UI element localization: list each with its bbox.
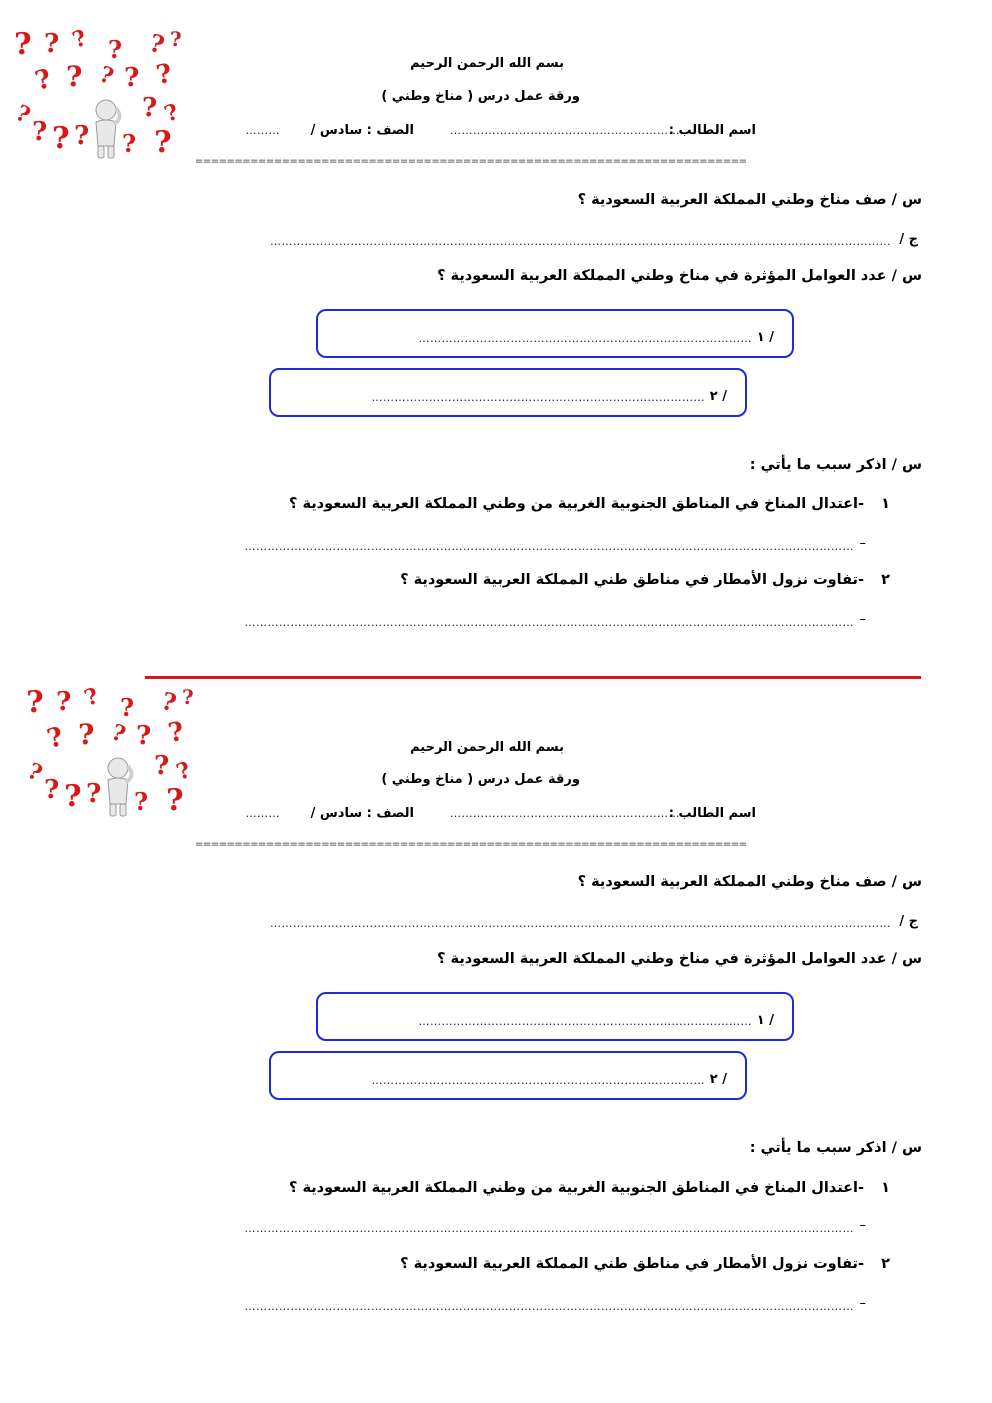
factor-2-box[interactable]: [269, 1051, 747, 1100]
factor-1-label: ١ /: [756, 330, 774, 345]
header-separator: ======================================================================: [195, 839, 747, 850]
question-marks-figure-icon: [20, 686, 205, 821]
q3-item-1-answer[interactable]: ……………………………………………………………………………………………………………………………………………: [244, 540, 854, 553]
q1-question: س / صف مناخ وطني المملكة العربية السعودية ؟: [577, 874, 922, 890]
svg-text:?: ?: [122, 129, 137, 158]
class-label: الصف : سادس /: [310, 123, 414, 138]
svg-text:?: ?: [170, 28, 182, 51]
svg-text:?: ?: [166, 783, 184, 818]
q2-question: س / عدد العوامل المؤثرة في مناخ وطني المملكة العربية السعودية ؟: [437, 268, 922, 284]
class-field[interactable]: ………: [245, 807, 280, 820]
svg-text:?: ?: [161, 98, 183, 128]
svg-text:?: ?: [44, 775, 60, 805]
svg-text:?: ?: [69, 28, 91, 54]
factor-1-field[interactable]: ……………………………………………………………………………: [418, 1015, 752, 1028]
svg-text:?: ?: [78, 718, 95, 751]
q3-item-2-answer[interactable]: ……………………………………………………………………………………………………………………………………………: [244, 616, 854, 629]
svg-text:?: ?: [52, 121, 70, 156]
svg-text:?: ?: [107, 719, 129, 749]
worksheet-title: ورقة عمل درس ( مناخ وطني ): [381, 89, 580, 104]
q3-item-1-number: ١: [881, 496, 890, 512]
question-marks-figure-icon: [8, 28, 193, 163]
svg-text:?: ?: [81, 686, 103, 712]
q3-item-2-text: -تفاوت نزول الأمطار في مناطق طني المملكة العربية السعودية ؟: [400, 1256, 864, 1272]
student-name-label: اسم الطالب :: [668, 123, 756, 138]
factor-1-label: ١ /: [756, 1013, 774, 1028]
worksheet-copy-2: [0, 686, 992, 1376]
svg-text:?: ?: [134, 787, 149, 816]
student-name-label: اسم الطالب :: [668, 806, 756, 821]
q1-answer-field[interactable]: ………………………………………………………………………………………………………………………………………………: [270, 235, 891, 248]
q3-item-2-text: -تفاوت نزول الأمطار في مناطق طني المملكة العربية السعودية ؟: [400, 572, 864, 588]
factor-2-label: ٢ /: [709, 1072, 727, 1087]
q2-question: س / عدد العوامل المؤثرة في مناخ وطني المملكة العربية السعودية ؟: [437, 951, 922, 967]
svg-text:?: ?: [182, 686, 194, 709]
svg-text:?: ?: [23, 757, 47, 787]
q3-item-2-number: ٢: [881, 572, 890, 588]
svg-text:?: ?: [173, 756, 195, 786]
class-label: الصف : سادس /: [310, 806, 414, 821]
svg-text:?: ?: [158, 686, 180, 718]
q3-item-1-dash: –: [859, 1218, 866, 1233]
svg-text:?: ?: [154, 751, 170, 781]
factor-1-field[interactable]: ……………………………………………………………………………: [418, 332, 752, 345]
factor-2-field[interactable]: ……………………………………………………………………………: [371, 1074, 705, 1087]
basmala: بسم الله الرحمن الرحيم: [410, 740, 564, 755]
svg-text:?: ?: [74, 121, 90, 151]
q3-item-2-answer[interactable]: ……………………………………………………………………………………………………………………………………………: [244, 1300, 854, 1313]
svg-text:?: ?: [124, 63, 140, 93]
factor-1-box[interactable]: [316, 309, 794, 358]
student-name-field[interactable]: ……………………………………………………: [450, 807, 680, 820]
q3-item-2-dash: –: [859, 612, 866, 627]
svg-text:?: ?: [146, 28, 168, 60]
class-field[interactable]: ………: [245, 124, 280, 137]
svg-text:?: ?: [32, 117, 48, 147]
factor-2-label: ٢ /: [709, 389, 727, 404]
q3-item-1-number: ١: [881, 1180, 890, 1196]
svg-text:?: ?: [120, 693, 135, 722]
q1-answer-label: ج /: [899, 232, 918, 247]
worksheet-copy-1: [0, 0, 992, 690]
svg-text:?: ?: [26, 686, 44, 720]
svg-text:?: ?: [44, 29, 60, 59]
svg-text:?: ?: [32, 63, 55, 97]
svg-text:?: ?: [66, 60, 83, 93]
factor-2-box[interactable]: [269, 368, 747, 417]
factor-1-box[interactable]: [316, 992, 794, 1041]
svg-text:?: ?: [108, 35, 123, 64]
svg-text:?: ?: [142, 93, 158, 123]
q1-answer-label: ج /: [899, 914, 918, 929]
student-name-field[interactable]: ……………………………………………………: [450, 124, 680, 137]
svg-text:?: ?: [166, 716, 187, 749]
svg-text:?: ?: [11, 99, 35, 129]
svg-text:?: ?: [56, 687, 72, 717]
svg-text:?: ?: [14, 28, 32, 62]
q3-item-1-answer[interactable]: ……………………………………………………………………………………………………………………………………………: [244, 1222, 854, 1235]
factor-2-field[interactable]: ……………………………………………………………………………: [371, 391, 705, 404]
worksheet-title: ورقة عمل درس ( مناخ وطني ): [381, 772, 580, 787]
q3-item-2-number: ٢: [881, 1256, 890, 1272]
q3-question: س / اذكر سبب ما يأتي :: [749, 457, 922, 473]
svg-text:?: ?: [86, 779, 102, 809]
svg-text:?: ?: [154, 58, 175, 91]
svg-text:?: ?: [64, 779, 82, 814]
q3-item-2-dash: –: [859, 1296, 866, 1311]
q1-answer-field[interactable]: ………………………………………………………………………………………………………………………………………………: [270, 917, 891, 930]
svg-text:?: ?: [44, 721, 67, 755]
svg-text:?: ?: [154, 125, 172, 160]
svg-text:?: ?: [136, 721, 152, 751]
header-separator: ======================================================================: [195, 156, 747, 167]
page-cut-divider: [145, 676, 921, 679]
svg-text:?: ?: [95, 61, 117, 91]
q3-item-1-text: -اعتدال المناخ في المناطق الجنوبية الغربية من وطني المملكة العربية السعودية ؟: [288, 496, 864, 512]
q3-item-1-dash: –: [859, 536, 866, 551]
q3-item-1-text: -اعتدال المناخ في المناطق الجنوبية الغربية من وطني المملكة العربية السعودية ؟: [288, 1180, 864, 1196]
q1-question: س / صف مناخ وطني المملكة العربية السعودية ؟: [577, 192, 922, 208]
q3-question: س / اذكر سبب ما يأتي :: [749, 1140, 922, 1156]
basmala: بسم الله الرحمن الرحيم: [410, 56, 564, 71]
